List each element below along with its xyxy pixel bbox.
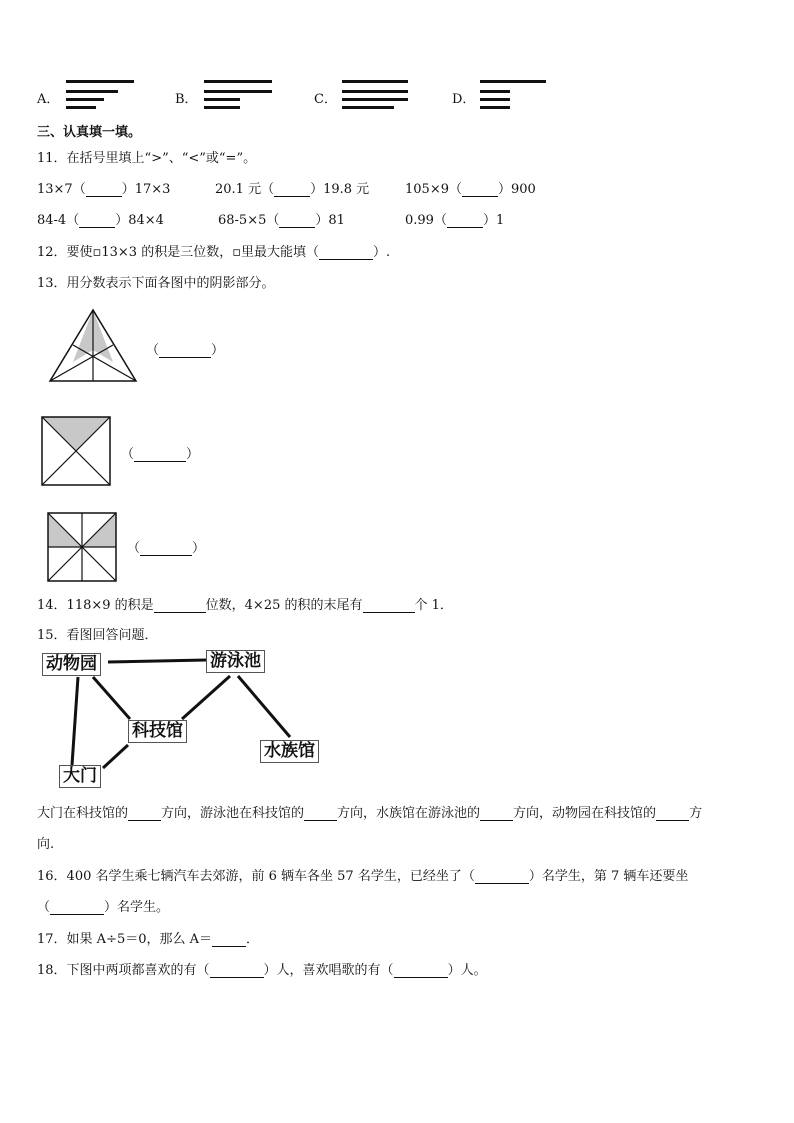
answer-blank[interactable] xyxy=(128,807,161,821)
place-gate: 大门 xyxy=(59,765,101,788)
q15-question-cont: 向. xyxy=(37,837,55,852)
q13-answer: （ ） xyxy=(146,343,225,358)
option-c-label: C． xyxy=(314,92,337,107)
option-d-label: D． xyxy=(452,92,476,107)
answer-blank[interactable] xyxy=(394,964,448,978)
answer-blank[interactable] xyxy=(210,964,264,978)
q15-prompt: 15．看图回答问题． xyxy=(37,628,158,643)
q11-item: 0.99（ ）1 xyxy=(405,213,505,228)
q11-item: 84-4（ ）84×4 xyxy=(37,213,164,228)
q11-item: 68-5×5（ ）81 xyxy=(218,213,345,228)
q14-text: 14．118×9 的积是 位数，4×25 的积的末尾有 个 1． xyxy=(37,598,453,613)
q13-prompt: 13．用分数表示下面各图中的阴影部分。 xyxy=(37,276,275,291)
q16-text-cont: （ ）名学生。 xyxy=(37,900,170,915)
answer-blank[interactable] xyxy=(304,807,337,821)
answer-blank[interactable] xyxy=(475,870,529,884)
q16-text: 16．400 名学生乘七辆汽车去郊游，前 6 辆车各坐 57 名学生，已经坐了（ ）名学生，第 7 辆车还要坐 xyxy=(37,869,689,884)
answer-blank[interactable] xyxy=(50,901,104,915)
answer-blank[interactable] xyxy=(656,807,689,821)
q11-item: 13×7（ ）17×3 xyxy=(37,182,171,197)
option-b-label: B． xyxy=(175,92,198,107)
q15-question: 大门在科技馆的 方向，游泳池在科技馆的 方向，水族馆在游泳池的 方向，动物园在科技馆的 方 xyxy=(37,806,703,821)
q11-prompt: 11．在括号里填上“>”、“<”或“=”。 xyxy=(37,151,257,166)
q13-answer: （ ） xyxy=(127,541,206,556)
option-a-label: A． xyxy=(37,92,60,107)
place-tech-museum: 科技馆 xyxy=(128,720,187,743)
place-zoo: 动物园 xyxy=(42,653,101,676)
q11-item: 105×9（ ）900 xyxy=(405,182,536,197)
q12-text: 12．要使▫13×3 的积是三位数，▫里最大能填（ ）. xyxy=(37,245,391,260)
answer-blank[interactable] xyxy=(212,933,246,947)
q11-item: 20.1 元（ ）19.8 元 xyxy=(215,182,370,197)
q13-answer: （ ） xyxy=(121,447,200,462)
section-title: 三、认真填一填。 xyxy=(37,125,142,140)
place-pool: 游泳池 xyxy=(206,650,265,673)
q18-text: 18．下图中两项都喜欢的有（ ）人，喜欢唱歌的有（ ）人。 xyxy=(37,963,487,978)
place-aquarium: 水族馆 xyxy=(260,740,319,763)
q17-text: 17．如果 A÷5＝0，那么 A＝ ． xyxy=(37,932,260,947)
answer-blank[interactable] xyxy=(480,807,513,821)
